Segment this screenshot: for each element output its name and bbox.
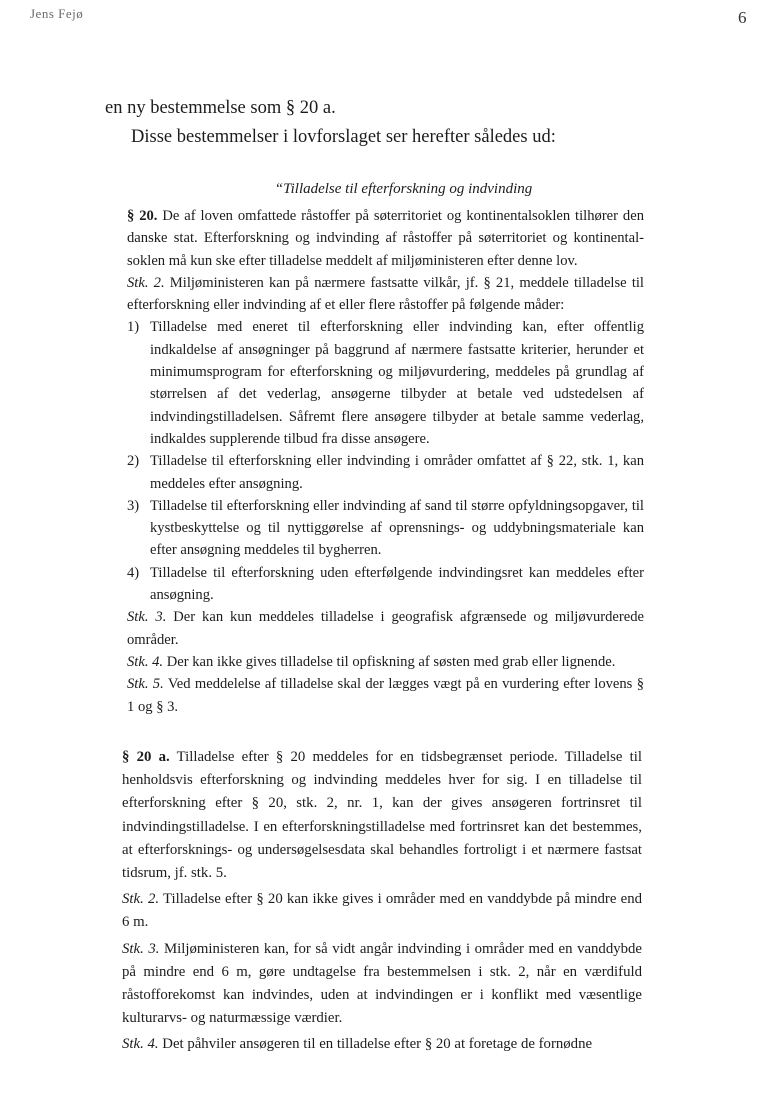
list-item xyxy=(127,562,644,607)
quote-title: “Tilladelse til efterforskning og indvinding xyxy=(274,181,533,197)
list-item-number: 4) xyxy=(127,564,140,581)
stk3-text: Der kan kun meddeles tilladelse i geografisk afgrænsede og miljøvurderede områder. xyxy=(127,609,644,648)
stk5-label: Stk. 5. xyxy=(127,676,164,693)
page-number: 6 xyxy=(738,8,747,27)
section-20-lead: § 20. xyxy=(127,208,158,224)
stk4-text: Det påhviler ansøgeren til en tilladelse efter § 20 at foretage de fornødne xyxy=(158,1036,593,1053)
section-20-text: De af loven omfattede råstoffer på søterritoriet og kontinentalsoklen tilhører den danske stat. Efterforskning og indvinding af råstoffer på søterritoriet og kontinental-soklen må kun ske efter tilladelse meddelt af miljøministeren efter denne lov. xyxy=(127,208,644,269)
intro-line-1: en ny bestemmelse som § 20 a. xyxy=(105,98,336,118)
stk2-label: Stk. 2. xyxy=(127,274,165,291)
section-20a-paragraph xyxy=(122,746,642,885)
section-20a-stk4 xyxy=(122,1033,642,1056)
stk4-label: Stk. 4. xyxy=(122,1036,159,1053)
section-20a-stk3 xyxy=(122,938,642,1031)
section-20-stk3 xyxy=(127,606,644,651)
section-20-stk5 xyxy=(127,673,644,718)
section-20 xyxy=(127,205,644,718)
stk2-label: Stk. 2. xyxy=(122,891,160,908)
list-item-number: 1) xyxy=(127,319,140,336)
stk2-text: Tilladelse efter § 20 kan ikke gives i områder med en vanddybde på mindre end 6 m. xyxy=(122,891,642,931)
section-20a-text: Tilladelse efter § 20 meddeles for en tidsbegrænset periode. Tilladelse til henholdsvis efterforskning og indvinding meddeles hver for sig. I en tilladelse til efterforskning efter § 20, stk. 2, nr. 1, kan der gives ansøgeren fortrinsret til indvindingstilladelse. I en efterforskningstilladelse med fortrinsret kan det bestemmes, at efterforsknings- og undersøgelsesdata skal behandles fortroligt i et nærmere fastsat tidsrum, jf. stk. 5. xyxy=(122,749,642,882)
section-20a-lead: § 20 a. xyxy=(122,749,170,765)
list-item-text: Tilladelse med eneret til efterforskning eller indvinding kan, efter offentlig indkaldelse af ansøgninger på baggrund af nærmere fastsatte kriterier, herunder et minimumsprogram for efterforskning og miljøvurdering, meddeles på grundlag af størrelsen af det vederlag, ansøgerne tilbyder at betale ved udstedelsen af indvindingstilladelsen. Såfremt flere ansøgere tilbyder at betale samme vederlag, indkaldes supplerende tilbud fra disse ansøgere. xyxy=(150,319,644,447)
section-20-list xyxy=(127,316,644,606)
stk5-text: Ved meddelelse af tilladelse skal der lægges vægt på en vurdering efter lovens § 1 og § 3. xyxy=(127,676,644,715)
list-item-text: Tilladelse til efterforskning eller indvinding i områder omfattet af § 22, stk. 1, kan meddeles efter ansøgning. xyxy=(150,453,644,492)
stk3-label: Stk. 3. xyxy=(127,609,167,626)
stk4-text: Der kan ikke gives tilladelse til opfiskning af søsten med grab eller lignende. xyxy=(163,653,616,670)
list-item xyxy=(127,450,644,495)
stk2-text: Miljøministeren kan på nærmere fastsatte vilkår, jf. § 21, meddele tilladelse til efterforskning eller indvinding af et eller flere råstoffer på følgende måder: xyxy=(127,274,644,314)
list-item xyxy=(127,316,644,450)
header-author: Jens Fejø xyxy=(30,6,84,21)
stk4-label: Stk. 4. xyxy=(127,653,164,670)
section-20a-stk2 xyxy=(122,888,642,934)
stk3-text: Miljøministeren kan, for så vidt angår indvinding i områder med en vanddybde på mindre end 6 m, gøre undtagelse fra bestemmelsen i stk. 2, når en værdifuld råstofforekomst kan indvindes, uden at indvindingen er i konflikt med væsentlige kulturarvs- og naturmæssige værdier. xyxy=(122,940,642,1027)
list-item-text: Tilladelse til efterforskning uden efterfølgende indvindingsret kan meddeles efter ansøgning. xyxy=(150,564,644,604)
section-20a xyxy=(122,746,642,1060)
section-20-stk4 xyxy=(127,651,644,673)
list-item xyxy=(127,495,644,562)
list-item-number: 3) xyxy=(127,497,140,514)
section-20-paragraph xyxy=(127,205,644,272)
section-20-stk2 xyxy=(127,272,644,317)
list-item-number: 2) xyxy=(127,453,140,470)
stk3-label: Stk. 3. xyxy=(122,940,160,957)
intro-line-2: Disse bestemmelser i lovforslaget ser herefter således ud: xyxy=(131,127,556,147)
list-item-text: Tilladelse til efterforskning eller indvinding af sand til større opfyldningsopgaver, til kystbeskyttelse og til nyttiggørelse af oprensnings- og uddybningsmateriale kan efter ansøgning meddeles til bygherren. xyxy=(150,497,644,559)
